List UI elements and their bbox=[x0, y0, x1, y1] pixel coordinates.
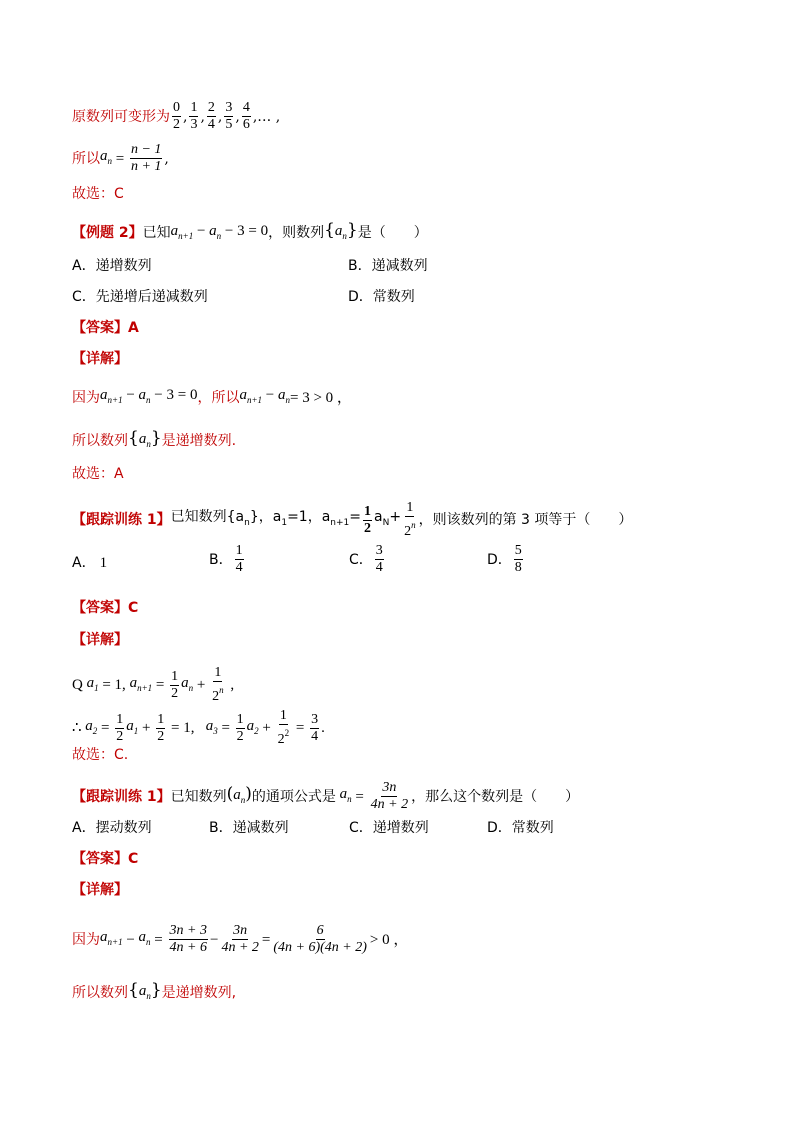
example2-text1: 已知 bbox=[142, 225, 171, 241]
training1-answer: 【答案】C bbox=[72, 600, 139, 616]
intro-lead: 原数列可变形为 bbox=[72, 108, 170, 125]
example2-text3: 是（ ） bbox=[357, 225, 428, 241]
training2-final-lead: 所以数列 bbox=[72, 985, 128, 1001]
training1-fraction: $\frac{1}{2^n}$ bbox=[404, 500, 416, 539]
training2-text3: ，那么这个数列是（ ） bbox=[411, 788, 580, 805]
training2-question: 【跟踪训练 1】 已知数列 $(a_n)$ 的通项公式是 $a_n$ = $\frac{3n}{4n + 2}$ ，那么这个数列是（ ） bbox=[72, 780, 580, 812]
example2-option-c: C．先递增后递减数列 bbox=[72, 289, 208, 305]
training1-half: $\frac{1}{2}$ bbox=[364, 503, 372, 536]
example2-question bbox=[72, 220, 428, 246]
example2-detail-label: 【详解】 bbox=[72, 351, 128, 367]
training2-formula: $\frac{3n}{4n + 2}$ bbox=[370, 780, 409, 812]
training2-option-a: A．摆动数列 bbox=[72, 820, 152, 836]
training2-final-end: 是递增数列, bbox=[161, 985, 237, 1001]
intro-tail: ,… , bbox=[252, 108, 281, 125]
example2-option-a: A．递增数列 bbox=[72, 258, 152, 274]
intro-formula-line: 所以 $a_n$ = $\frac{n - 1}{n + 1}$ , bbox=[72, 142, 169, 174]
training1-detail-label: 【详解】 bbox=[72, 632, 128, 648]
training2-text2: 的通项公式是 bbox=[251, 788, 336, 805]
example2-equation: $a_{n+1} - a_n - 3 = 0$ bbox=[170, 222, 269, 241]
training2-option-c: C．递增数列 bbox=[349, 820, 429, 836]
training1-option-c: C． $\frac{3}{4}$ bbox=[349, 543, 383, 575]
training1-option-a: A． 1 bbox=[72, 555, 108, 571]
example2-option-d: D．常数列 bbox=[348, 289, 415, 305]
training1-detail1: Q $a_1$ = 1, $a_{n+1}$ = $\frac{1}{2}$ $a_n$ + $\frac{1}{2^n}$ , bbox=[72, 665, 235, 704]
training1-option-b: B． $\frac{1}{4}$ bbox=[209, 543, 243, 575]
example2-final: 故选：A bbox=[72, 466, 124, 482]
training2-option-b: B．递减数列 bbox=[209, 820, 289, 836]
training1-question: 【跟踪训练 1】 已知数列$\{a_n\}$，$a_1=1$，$a_{n+1}=$ $\frac{1}{2}$ $a_N+$ $\frac{1}{2^n}$ ，则该数列的第 3 项等于（ ） bbox=[72, 500, 633, 539]
detail2-lead: 所以数列 bbox=[72, 433, 128, 449]
fraction: $\frac{0}{2}$ bbox=[173, 100, 180, 132]
fraction: $\frac{1}{3}$ bbox=[190, 100, 198, 132]
fraction: $\frac{2}{4}$ bbox=[207, 100, 215, 132]
detail1-mid: ，所以 bbox=[197, 389, 240, 406]
training2-answer: 【答案】C bbox=[72, 851, 139, 867]
detail1-lead: 因为 bbox=[72, 389, 100, 406]
example2-tag: 【例题 2】 bbox=[72, 225, 143, 241]
example2-detail1: 因为 $a_{n+1} - a_n - 3 = 0$ ，所以 $a_{n+1} - a_n$ = 3 > 0 ， bbox=[72, 387, 352, 406]
training2-detail-end: > 0 ， bbox=[369, 931, 409, 948]
example2-answer: 【答案】A bbox=[72, 320, 139, 336]
example2-option-b: B．递减数列 bbox=[348, 258, 428, 274]
q-symbol: Q bbox=[72, 677, 83, 693]
training1-tag: 【跟踪训练 1】 bbox=[72, 512, 171, 528]
training1-detail2: ∴ $a_2$ = $\frac{1}{2}$ $a_1$ + $\frac{1}{2}$ = 1, $a_3$ = $\frac{1}{2}$ $a_2$ + $\frac{1}{2^2}$ = $\frac{3}{4}$ . bbox=[72, 708, 325, 747]
training2-detail-label: 【详解】 bbox=[72, 882, 128, 898]
training1-final: 故选：C. bbox=[72, 747, 129, 763]
example2-detail2: 所以数列 $\{a_n\}$ 是递增数列. bbox=[72, 428, 237, 449]
intro-formula-lead: 所以 bbox=[72, 150, 100, 167]
intro-line: 原数列可变形为 $\frac{0}{2}$ , $\frac{1}{3}$ , $\frac{2}{4}$ , $\frac{3}{5}$ , $\frac{4}{6}$ ,… , bbox=[72, 100, 281, 132]
fraction: $\frac{4}{6}$ bbox=[242, 100, 250, 132]
detail2-end: 是递增数列. bbox=[161, 433, 237, 449]
fraction: $\frac{3}{5}$ bbox=[225, 100, 233, 132]
formula-an: $a_n$ bbox=[100, 148, 112, 166]
sequence-an: $\{a_n\}$ bbox=[324, 220, 358, 241]
training1-text2: ，则该数列的第 3 项等于（ ） bbox=[418, 512, 633, 528]
training2-text1: 已知数列 bbox=[170, 788, 227, 805]
training2-detail: 因为 $a_{n+1}$ − $a_n$ = $\frac{3n + 3}{4n + 6}$ − $\frac{3n}{4n + 2}$ = $\frac{6}{(4n + 6)(4n + 2)}$ > 0 ， bbox=[72, 923, 409, 955]
training2-final: 所以数列 $\{a_n\}$ 是递增数列, bbox=[72, 980, 237, 1001]
training2-option-d: D．常数列 bbox=[487, 820, 554, 836]
example2-text2: ，则数列 bbox=[268, 225, 325, 241]
training2-detail-lead: 因为 bbox=[72, 931, 100, 948]
training1-option-d: D． $\frac{5}{8}$ bbox=[487, 543, 522, 575]
intro-answer: 故选：C bbox=[72, 186, 124, 202]
detail1-end: = 3 > 0 ， bbox=[290, 389, 352, 406]
training2-tag: 【跟踪训练 1】 bbox=[72, 788, 171, 805]
formula-fraction: $\frac{n - 1}{n + 1}$ bbox=[130, 142, 162, 174]
